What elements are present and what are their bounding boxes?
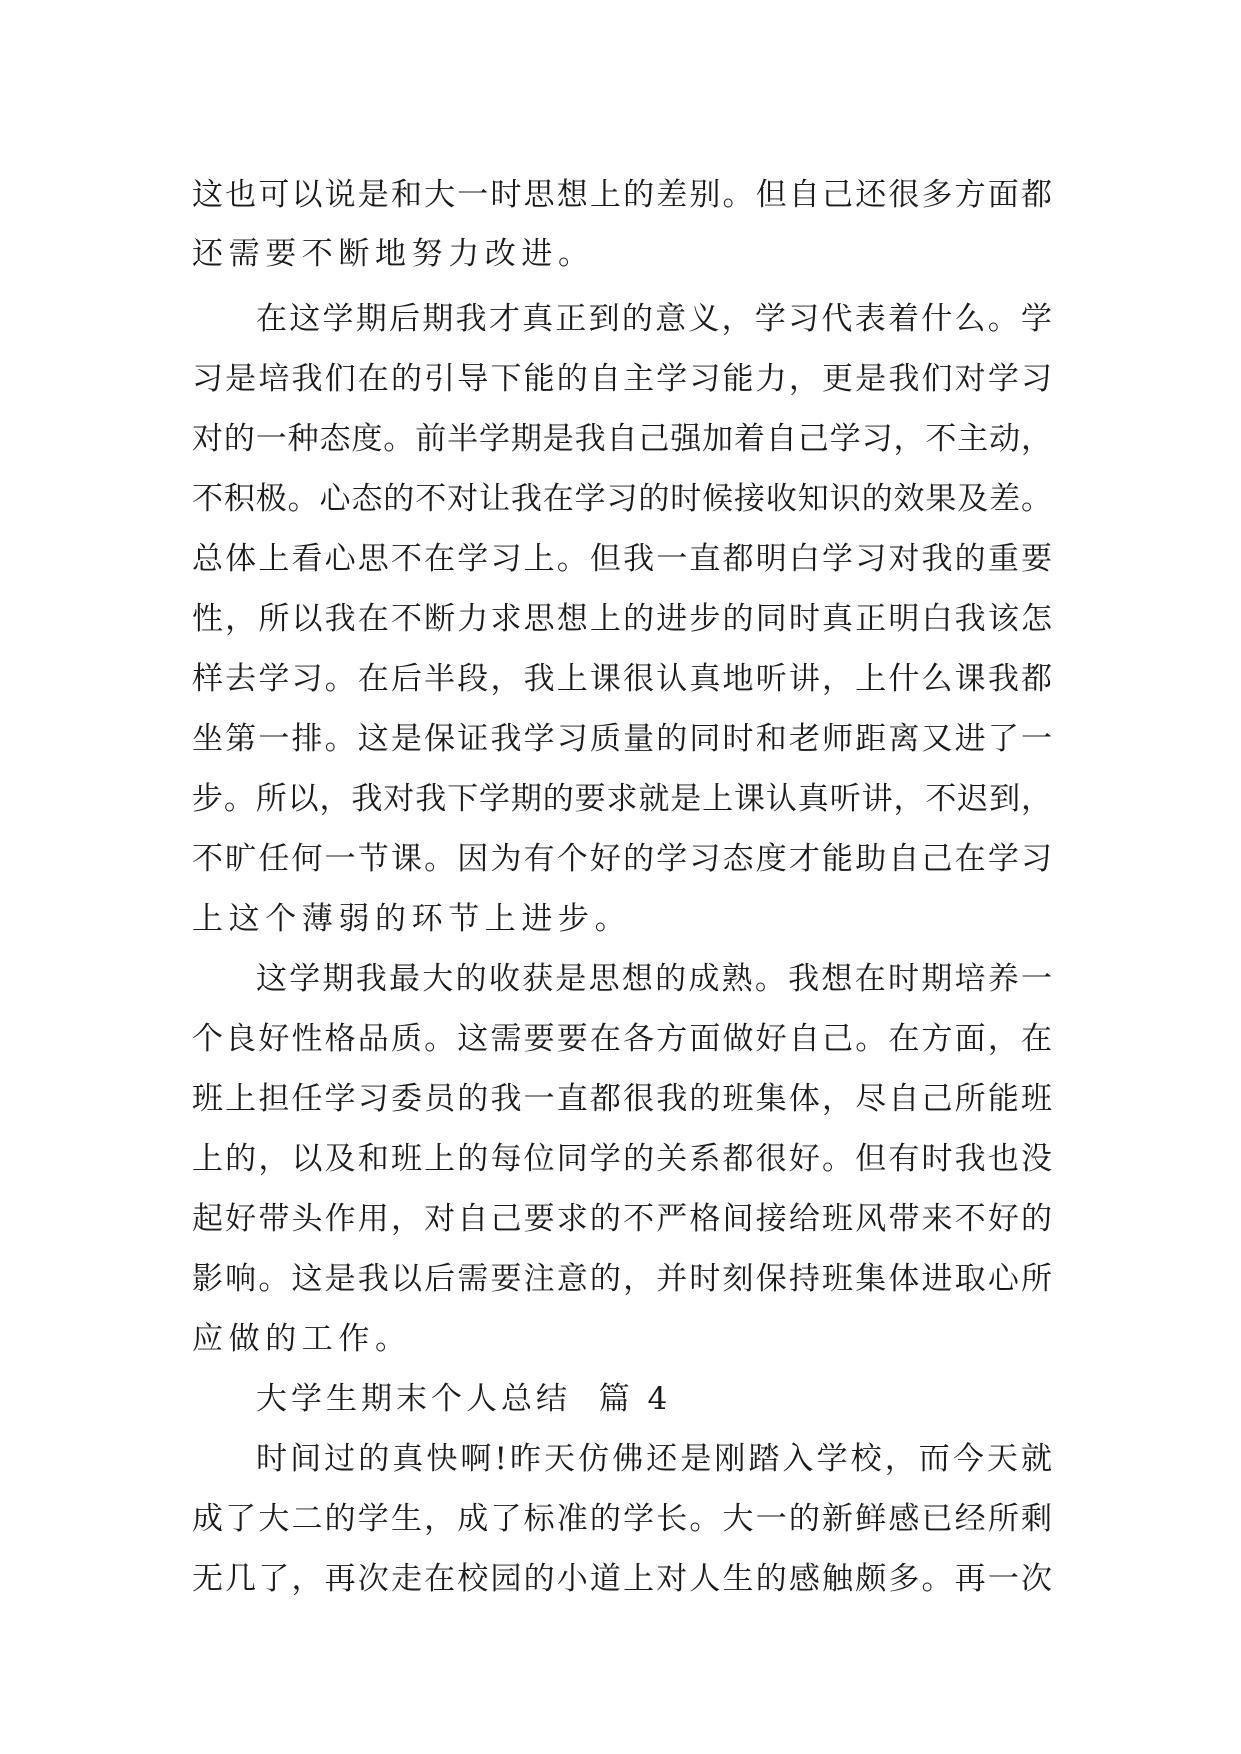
paragraph-line: 成了大二的学生，成了标准的学长。大一的新鲜感已经所剩 <box>192 1501 1052 1537</box>
paragraph-line: 上这个薄弱的环节上进步。 <box>192 901 632 937</box>
paragraph-line: 时间过的真快啊!昨天仿佛还是刚踏入学校，而今天就 <box>256 1441 1052 1477</box>
paragraph-line: 坐第一排。这是保证我学习质量的同时和老师距离又进了一 <box>192 721 1052 757</box>
paragraph-line: 在这学期后期我才真正到的意义，学习代表着什么。学 <box>256 301 1052 337</box>
paragraph-line: 应做的工作。 <box>192 1321 412 1357</box>
paragraph-line: 上的，以及和班上的每位同学的关系都很好。但有时我也没 <box>192 1141 1052 1177</box>
paragraph-line: 起好带头作用，对自己要求的不严格间接给班风带来不好的 <box>192 1201 1052 1237</box>
section-heading: 大学生期末个人总结 篇 4 <box>256 1381 672 1417</box>
paragraph-line: 这学期我最大的收获是思想的成熟。我想在时期培养一 <box>256 961 1052 997</box>
paragraph-line: 影响。这是我以后需要注意的，并时刻保持班集体进取心所 <box>192 1261 1052 1297</box>
paragraph-line: 班上担任学习委员的我一直都很我的班集体，尽自己所能班 <box>192 1081 1052 1117</box>
paragraph-line: 无几了，再次走在校园的小道上对人生的感触颇多。再一次 <box>192 1561 1052 1597</box>
paragraph-line: 还需要不断地努力改进。 <box>192 236 595 272</box>
paragraph-line: 性，所以我在不断力求思想上的进步的同时真正明白我该怎 <box>192 601 1052 637</box>
paragraph-line: 样去学习。在后半段，我上课很认真地听讲，上什么课我都 <box>192 661 1052 697</box>
paragraph-line: 不旷任何一节课。因为有个好的学习态度才能助自己在学习 <box>192 841 1052 877</box>
paragraph-line: 总体上看心思不在学习上。但我一直都明白学习对我的重要 <box>192 541 1052 577</box>
paragraph-line: 不积极。心态的不对让我在学习的时候接收知识的效果及差。 <box>192 481 1052 517</box>
paragraph-line: 个良好性格品质。这需要要在各方面做好自己。在方面，在 <box>192 1021 1052 1057</box>
paragraph-line: 这也可以说是和大一时思想上的差别。但自己还很多方面都 <box>192 177 1052 213</box>
paragraph-line: 习是培我们在的引导下能的自主学习能力，更是我们对学习 <box>192 361 1052 397</box>
paragraph-line: 步。所以，我对我下学期的要求就是上课认真听讲，不迟到， <box>192 781 1052 817</box>
paragraph-line: 对的一种态度。前半学期是我自己强加着自己学习，不主动， <box>192 421 1052 457</box>
